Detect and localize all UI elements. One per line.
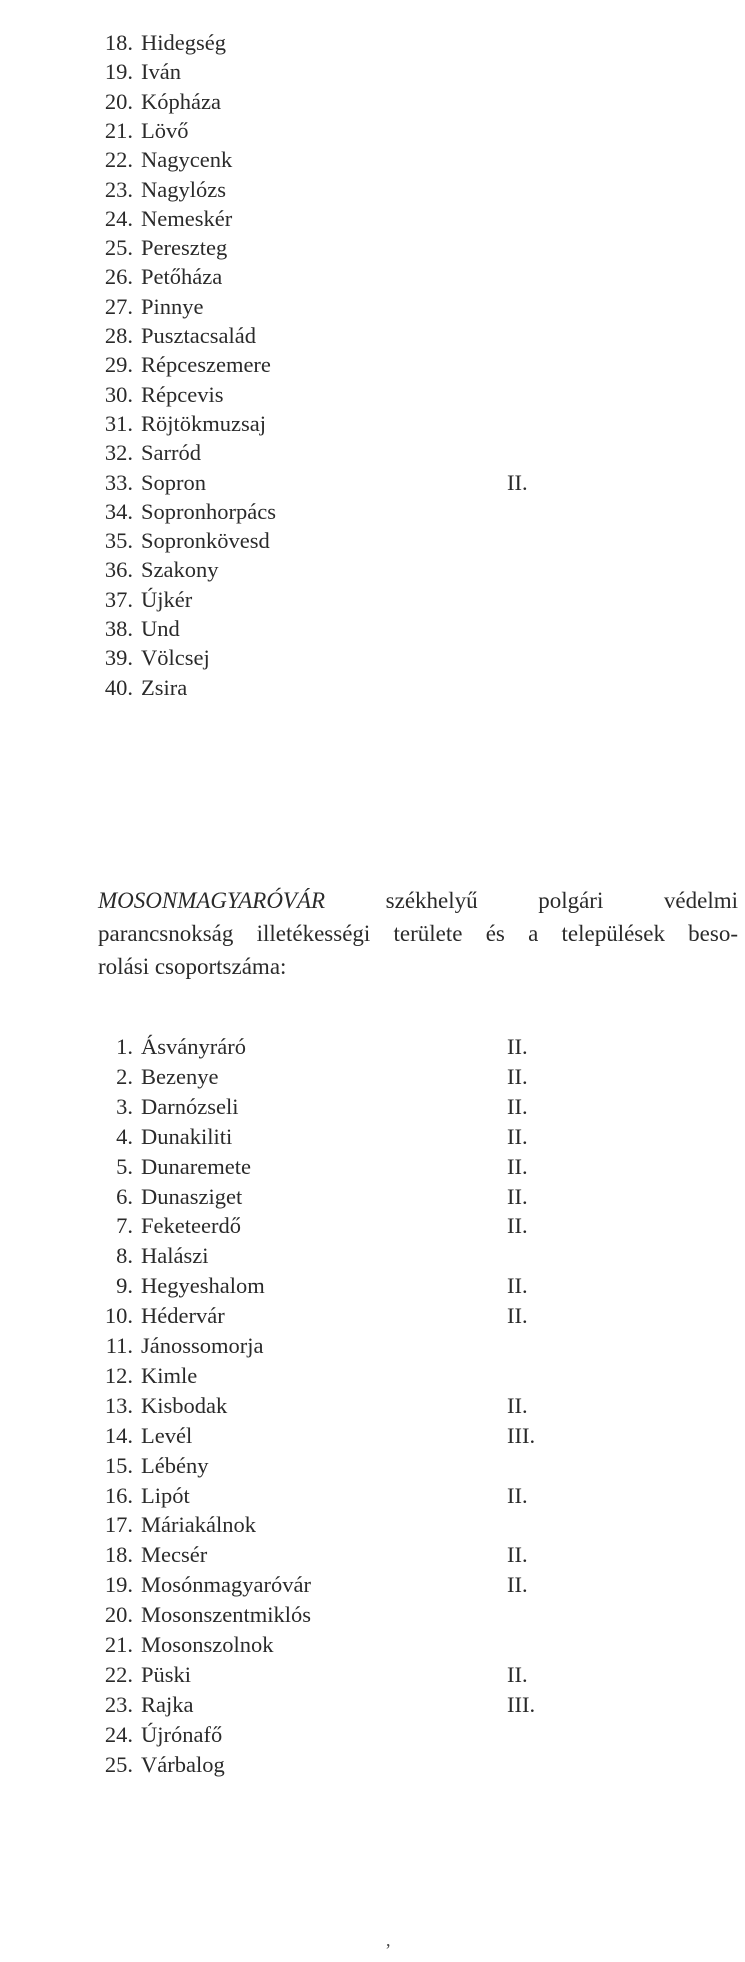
list-item <box>0 87 745 117</box>
item-number: 22. <box>104 1661 133 1687</box>
classification-group: II. <box>507 1213 528 1239</box>
settlement-name: Sopronkövesd <box>141 528 270 554</box>
list-item <box>0 1211 745 1241</box>
list-item <box>0 292 745 322</box>
item-number: 36. <box>104 557 133 583</box>
list-item <box>0 438 745 468</box>
heading-city: MOSONMAGYARÓVÁR <box>98 888 326 913</box>
list-item <box>0 1122 745 1152</box>
settlement-name: Kisbodak <box>141 1392 228 1418</box>
settlement-name: Iván <box>141 59 181 85</box>
classification-group: II. <box>507 1542 528 1568</box>
settlement-name: Lipót <box>141 1482 190 1508</box>
classification-group: III. <box>507 1691 536 1717</box>
classification-group: II. <box>507 1034 528 1059</box>
list-item <box>0 585 745 615</box>
item-number: 34. <box>104 498 133 524</box>
item-number: 12. <box>104 1362 133 1388</box>
list-item <box>0 145 745 175</box>
settlement-name: Pusztacsalád <box>141 323 256 348</box>
item-number: 35. <box>104 528 133 554</box>
item-number: 28. <box>104 323 133 348</box>
section-heading <box>98 884 738 983</box>
item-number: 25. <box>104 235 133 261</box>
settlement-name: Ásványráró <box>141 1034 246 1059</box>
list-item <box>0 1570 745 1600</box>
list-item <box>0 1062 745 1092</box>
list-item <box>0 28 745 58</box>
list-item <box>0 1510 745 1540</box>
item-number: 9. <box>116 1273 133 1299</box>
settlement-name: Sarród <box>141 440 201 466</box>
item-number: 2. <box>116 1063 133 1089</box>
settlement-name: Hidegség <box>141 30 226 55</box>
settlement-name: Zsira <box>141 674 188 700</box>
item-number: 19. <box>104 59 133 85</box>
settlement-name: Újrónafő <box>141 1721 223 1747</box>
list-item <box>0 1660 745 1690</box>
settlement-name: Mecsér <box>141 1542 208 1568</box>
list-item <box>0 409 745 439</box>
settlement-name: Feketeerdő <box>141 1213 241 1239</box>
item-number: 21. <box>104 1632 133 1657</box>
list-item <box>0 321 745 351</box>
settlement-name: Pinnye <box>141 293 204 319</box>
classification-group: II. <box>507 1183 528 1209</box>
classification-group: III. <box>507 1422 536 1448</box>
settlement-name: Röjtökmuzsaj <box>141 410 266 436</box>
list-item <box>0 1361 745 1391</box>
list-item <box>0 1540 745 1570</box>
item-number: 15. <box>104 1452 133 1478</box>
list-item <box>0 262 745 292</box>
settlement-name: Kópháza <box>141 88 221 114</box>
settlement-name: Mosónmagyaróvár <box>141 1572 311 1598</box>
settlement-name: Nagylózs <box>141 176 226 202</box>
item-number: 1. <box>116 1034 133 1059</box>
item-number: 6. <box>116 1183 133 1209</box>
settlement-name: Répceszemere <box>141 352 271 378</box>
item-number: 24. <box>104 1721 133 1747</box>
list-item <box>0 673 745 703</box>
item-number: 4. <box>116 1123 133 1149</box>
settlement-name: Rajka <box>141 1691 194 1717</box>
heading-line-3: rolási csoportszáma: <box>98 954 287 979</box>
heading-line-2: parancsnokság illetékességi területe és a települések beso- <box>98 921 738 946</box>
settlement-name: Szakony <box>141 557 219 583</box>
list-item <box>0 1481 745 1511</box>
settlement-name: Kimle <box>141 1362 198 1388</box>
list-item <box>0 1391 745 1421</box>
heading-line-1-rest: székhelyű polgári védelmi <box>325 888 738 913</box>
settlement-name: Und <box>141 616 180 641</box>
list-item <box>0 1032 745 1062</box>
settlement-name: Bezenye <box>141 1063 219 1089</box>
classification-group: II. <box>507 1303 528 1329</box>
list-item <box>0 497 745 527</box>
classification-group: II. <box>507 1661 528 1687</box>
list-item <box>0 1630 745 1660</box>
item-number: 30. <box>104 381 133 407</box>
heading-line-1 <box>98 884 738 917</box>
classification-group: II. <box>507 1392 528 1418</box>
item-number: 19. <box>104 1572 133 1598</box>
item-number: 17. <box>104 1512 133 1538</box>
list-item <box>0 380 745 410</box>
settlement-name: Lébény <box>141 1452 209 1478</box>
settlement-name: Újkér <box>141 586 193 612</box>
settlement-name: Dunakiliti <box>141 1123 233 1149</box>
settlement-name: Püski <box>141 1661 192 1687</box>
list-item <box>0 1182 745 1212</box>
item-number: 26. <box>104 264 133 290</box>
settlement-name: Levél <box>141 1422 193 1448</box>
list-item <box>0 233 745 263</box>
settlement-name: Mosonszolnok <box>141 1632 274 1657</box>
settlement-name: Mosonszentmiklós <box>141 1602 312 1628</box>
classification-group: II. <box>507 1123 528 1149</box>
list-item <box>0 57 745 87</box>
list-item <box>0 204 745 234</box>
settlement-name: Hédervár <box>141 1303 225 1329</box>
list-item <box>0 643 745 673</box>
item-number: 33. <box>104 469 133 495</box>
item-number: 21. <box>104 117 133 143</box>
item-number: 40. <box>104 674 133 700</box>
item-number: 7. <box>116 1213 133 1239</box>
item-number: 32. <box>104 440 133 466</box>
list-item <box>0 614 745 644</box>
item-number: 29. <box>104 352 133 378</box>
item-number: 18. <box>104 1542 133 1568</box>
item-number: 5. <box>116 1153 133 1179</box>
list-item <box>0 1241 745 1271</box>
item-number: 27. <box>104 293 133 319</box>
classification-group: II. <box>507 1063 528 1089</box>
item-number: 3. <box>116 1093 133 1119</box>
classification-group: II. <box>507 1572 528 1598</box>
item-number: 16. <box>104 1482 133 1508</box>
settlement-name: Pereszteg <box>141 235 228 261</box>
list-item <box>0 1750 745 1780</box>
classification-group: II. <box>507 469 528 495</box>
item-number: 24. <box>104 205 133 231</box>
item-number: 13. <box>104 1392 133 1418</box>
item-number: 23. <box>104 176 133 202</box>
settlement-name: Darnózseli <box>141 1093 239 1119</box>
item-number: 18. <box>104 30 133 55</box>
item-number: 20. <box>104 1602 133 1628</box>
list-item <box>0 1421 745 1451</box>
item-number: 23. <box>104 1691 133 1717</box>
settlement-name: Sopron <box>141 469 207 495</box>
list-item <box>0 526 745 556</box>
settlement-name: Nagycenk <box>141 147 233 173</box>
list-item <box>0 1600 745 1630</box>
settlement-name: Várbalog <box>141 1751 225 1777</box>
item-number: 20. <box>104 88 133 114</box>
classification-group: II. <box>507 1273 528 1299</box>
list-item <box>0 175 745 205</box>
item-number: 10. <box>104 1303 133 1329</box>
item-number: 31. <box>104 410 133 436</box>
list-item <box>0 1451 745 1481</box>
stray-mark: , <box>386 1930 391 1950</box>
classification-group: II. <box>507 1482 528 1508</box>
settlement-name: Petőháza <box>141 264 223 290</box>
item-number: 22. <box>104 147 133 173</box>
item-number: 37. <box>104 586 133 612</box>
item-number: 25. <box>104 1751 133 1777</box>
settlement-name: Halászi <box>141 1243 209 1269</box>
list-item <box>0 1301 745 1331</box>
item-number: 11. <box>105 1333 133 1358</box>
settlement-name: Völcsej <box>141 645 210 671</box>
settlement-name: Jánossomorja <box>141 1333 264 1358</box>
list-item <box>0 1720 745 1750</box>
list-item <box>0 350 745 380</box>
list-item <box>0 468 745 498</box>
item-number: 38. <box>104 616 133 641</box>
item-number: 8. <box>116 1243 133 1269</box>
settlement-name: Répcevis <box>141 381 224 407</box>
settlement-name: Sopronhorpács <box>141 498 276 524</box>
settlement-name: Dunaremete <box>141 1153 251 1179</box>
settlement-name: Lövő <box>141 117 189 143</box>
item-number: 39. <box>104 645 133 671</box>
list-item <box>0 1152 745 1182</box>
settlement-name: Hegyeshalom <box>141 1273 265 1299</box>
list-item <box>0 1690 745 1720</box>
list-item <box>0 1331 745 1361</box>
classification-group: II. <box>507 1153 528 1179</box>
list-item <box>0 555 745 585</box>
list-item <box>0 1271 745 1301</box>
classification-group: II. <box>507 1093 528 1119</box>
settlement-name: Nemeskér <box>141 205 233 231</box>
item-number: 14. <box>104 1422 133 1448</box>
settlement-name: Dunasziget <box>141 1183 243 1209</box>
settlement-name: Máriakálnok <box>141 1512 256 1538</box>
list-item <box>0 1092 745 1122</box>
list-item <box>0 116 745 146</box>
